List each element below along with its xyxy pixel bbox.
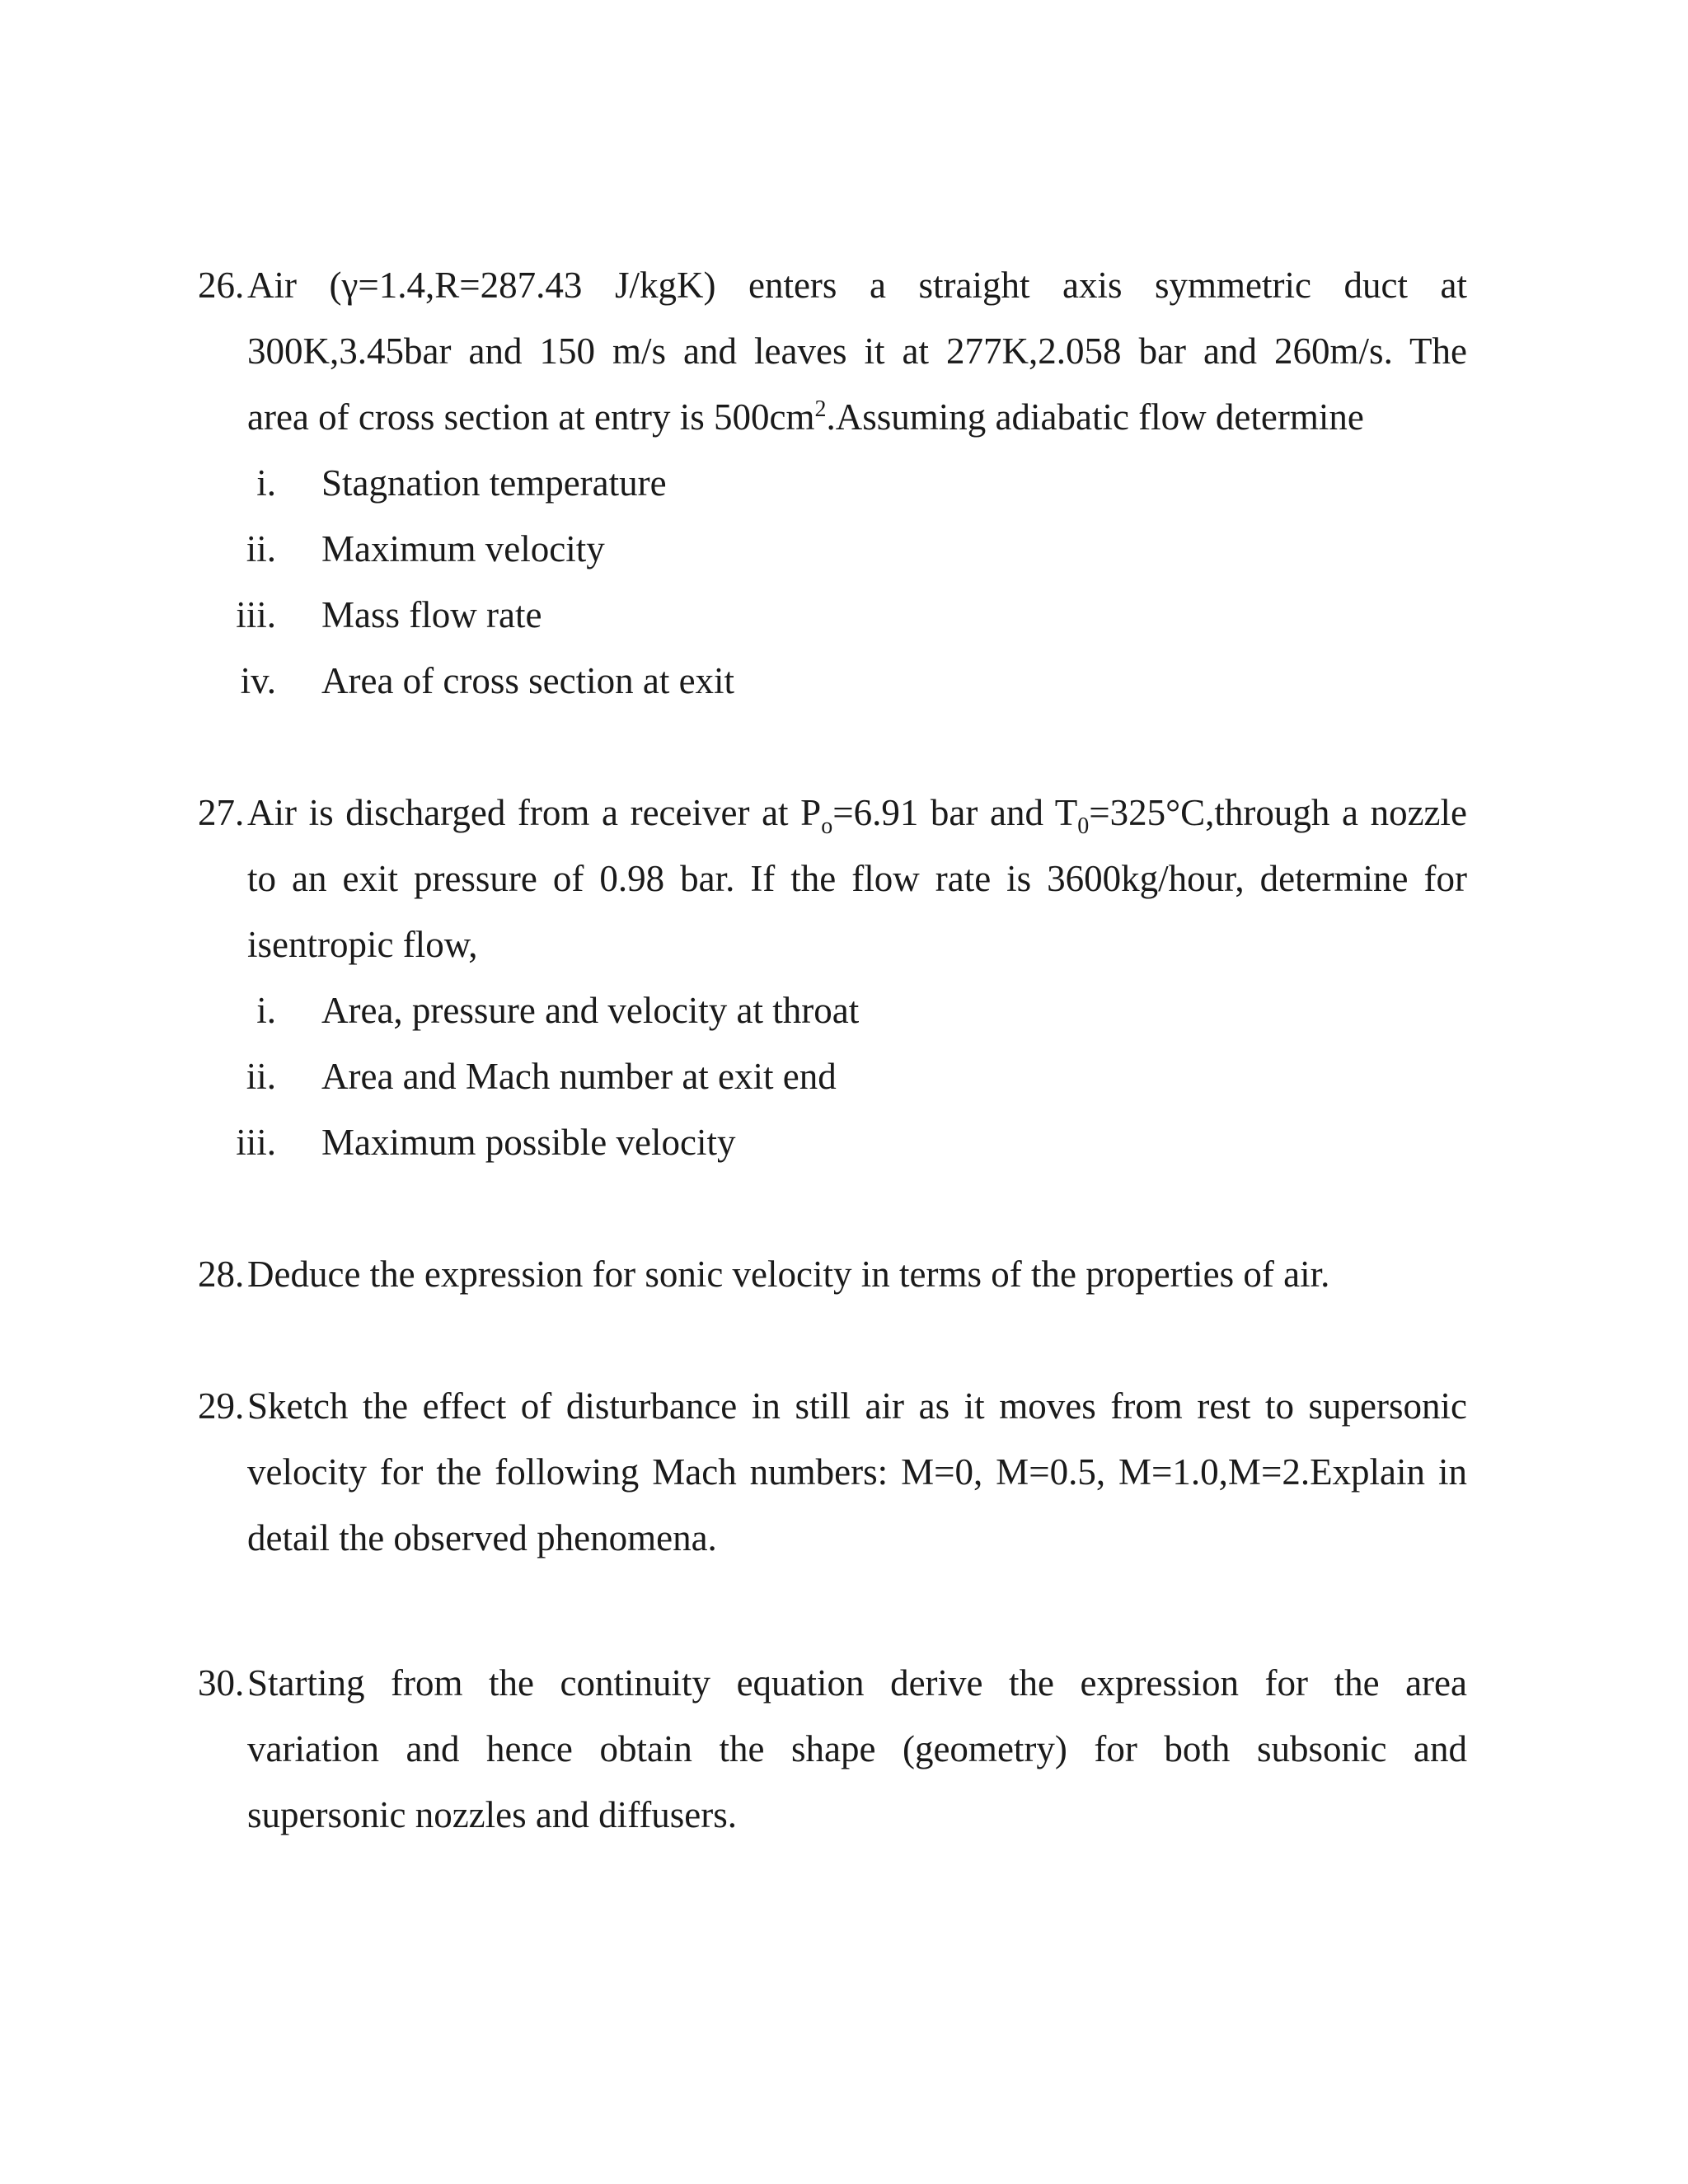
question-text-line: [247, 384, 1467, 450]
question-number: 28.: [198, 1254, 245, 1295]
question-text: 300K,3.45bar and 150 m/s and leaves it at 277K,2.058 bar and 260m/s. The: [247, 330, 1467, 372]
roman-numeral: ii.: [246, 1056, 276, 1097]
question-27: [198, 780, 1467, 1175]
question-text: Deduce the expression for sonic velocity in terms of the properties of air.: [247, 1254, 1330, 1295]
question-27-first-line: [198, 780, 1467, 846]
question-text: detail the observed phenomena.: [247, 1517, 717, 1558]
question-30-first-line: [198, 1650, 1467, 1716]
sub-question-text: Area and Mach number at exit end: [321, 1056, 837, 1097]
question-text: area of cross section at entry is 500cm: [247, 396, 815, 438]
roman-numeral: iii.: [236, 594, 276, 635]
question-29-body: [198, 1439, 1467, 1571]
list-item: [198, 648, 1467, 714]
question-text: isentropic flow,: [247, 924, 478, 965]
roman-numeral: iii.: [236, 1122, 276, 1163]
sub-question-list: [198, 450, 1467, 714]
question-text: Air (γ=1.4,R=287.43 J/kgK) enters a straight axis symmetric duct at: [247, 265, 1467, 306]
sub-question-text: Area of cross section at exit: [321, 660, 735, 701]
question-text: to an exit pressure of 0.98 bar. If the flow rate is 3600kg/hour, determine for: [247, 858, 1467, 899]
question-30: [198, 1650, 1467, 1848]
question-28: [198, 1241, 1467, 1307]
question-26-body: [198, 318, 1467, 450]
roman-numeral: i.: [256, 462, 276, 504]
question-text: Sketch the effect of disturbance in still air as it moves from rest to supersonic: [247, 1385, 1467, 1427]
list-item: [198, 1043, 1467, 1109]
question-text: supersonic nozzles and diffusers.: [247, 1794, 738, 1835]
question-28-first-line: [198, 1241, 1467, 1307]
sub-question-text: Area, pressure and velocity at throat: [321, 990, 860, 1031]
list-item: [198, 582, 1467, 648]
question-text: =325°C,through a nozzle: [1089, 792, 1467, 833]
sub-question-text: Maximum possible velocity: [321, 1122, 736, 1163]
sub-question-list: [198, 977, 1467, 1175]
list-item: [198, 516, 1467, 582]
question-number: 30.: [198, 1662, 245, 1704]
question-text: Starting from the continuity equation derive the expression for the area: [247, 1662, 1467, 1704]
question-29: [198, 1373, 1467, 1571]
question-26: [198, 252, 1467, 714]
question-text: Air is discharged from a receiver at P: [247, 792, 822, 833]
list-item: [198, 977, 1467, 1043]
question-26-first-line: [198, 252, 1467, 318]
subscript: 0: [1077, 813, 1090, 839]
question-number: 27.: [198, 792, 245, 833]
question-number: 26.: [198, 265, 245, 306]
question-30-body: [198, 1716, 1467, 1848]
question-text: variation and hence obtain the shape (geometry) for both subsonic and: [247, 1728, 1467, 1769]
question-text-line: [247, 780, 1467, 846]
subscript: o: [821, 813, 833, 839]
question-text: velocity for the following Mach numbers: M=0, M=0.5, M=1.0,M=2.Explain in: [247, 1451, 1467, 1493]
roman-numeral: iv.: [240, 660, 276, 701]
question-29-first-line: [198, 1373, 1467, 1439]
sub-question-text: Maximum velocity: [321, 528, 605, 569]
roman-numeral: ii.: [246, 528, 276, 569]
superscript: 2: [814, 396, 827, 422]
list-item: [198, 1109, 1467, 1175]
question-27-body: [198, 846, 1467, 977]
question-text: .Assuming adiabatic flow determine: [826, 396, 1364, 438]
question-text: =6.91 bar and T: [832, 792, 1078, 833]
sub-question-text: Mass flow rate: [321, 594, 542, 635]
roman-numeral: i.: [256, 990, 276, 1031]
question-number: 29.: [198, 1385, 245, 1427]
list-item: [198, 450, 1467, 516]
sub-question-text: Stagnation temperature: [321, 462, 667, 504]
